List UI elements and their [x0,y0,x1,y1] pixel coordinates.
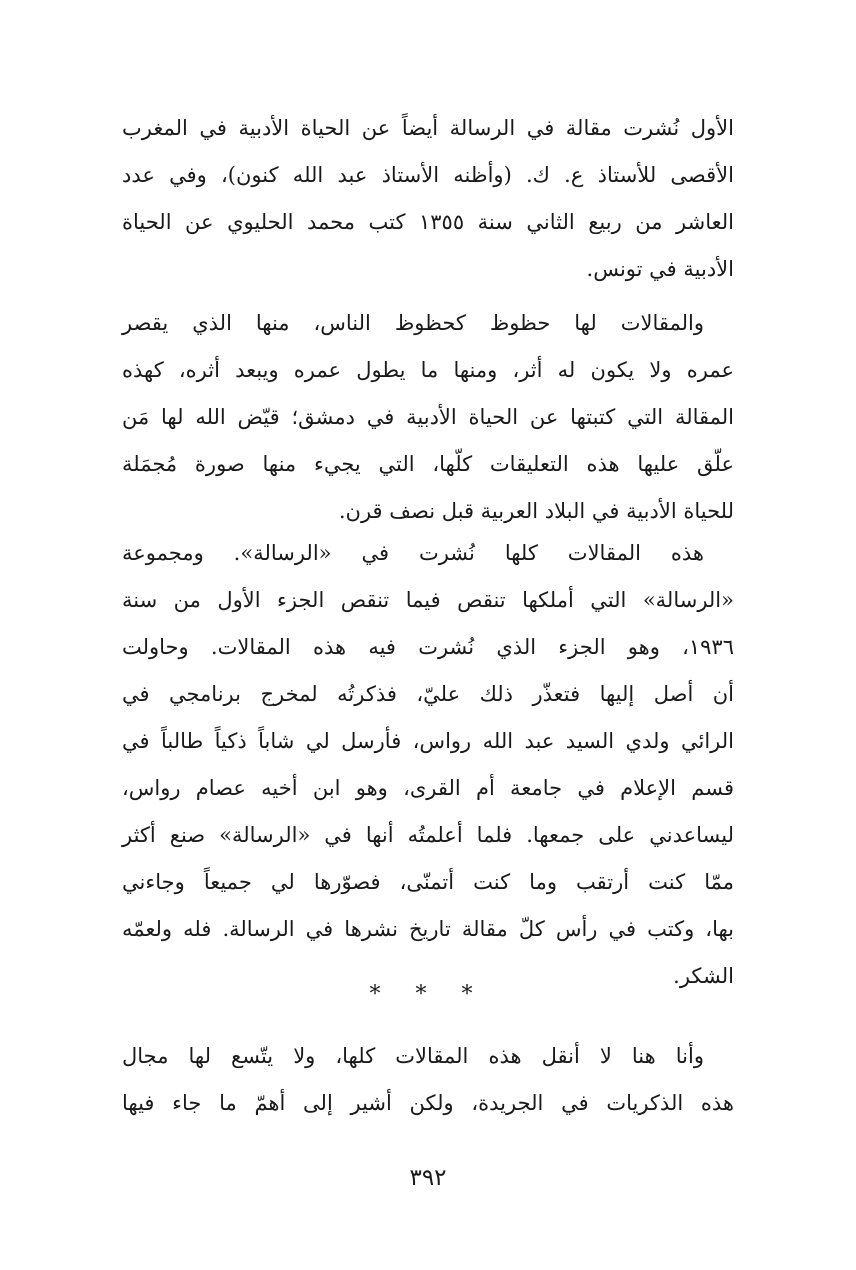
text-line: الشكر. [673,964,734,988]
text-line: وأنا هنا لا أنقل هذه المقالات كلها، ولا يتّسع لها مجال [122,1044,704,1068]
text-line: بها، وكتب في رأس كلّ مقالة تاريخ نشرها في الرسالة. فله ولعمّه [122,917,734,941]
page-number: ٣٩٢ [409,1165,447,1191]
text-line: والمقالات لها حظوظ كحظوظ الناس، منها الذي يقصر [122,311,704,335]
text-line: الأدبية في تونس. [586,257,734,281]
text-line: العاشر من ربيع الثاني سنة ١٣٥٥ كتب محمد الحليوي عن الحياة [122,210,734,234]
text-line: قسم الإعلام في جامعة أم القرى، وهو ابن أخيه عصام رواس، [122,776,734,800]
text-line: الرائي ولدي السيد عبد الله رواس، فأرسل لي شاباً ذكياً طالباً في [122,729,734,753]
text-line: المقالة التي كتبتها عن الحياة الأدبية في دمشق؛ قيّض الله لها مَن [122,405,734,429]
text-line: الأول نُشرت مقالة في الرسالة أيضاً عن الحياة الأدبية في المغرب [122,116,734,140]
paragraph-1 [122,105,734,293]
text-line: ١٩٣٦، وهو الجزء الذي نُشرت فيه هذه المقالات. وحاولت [122,635,734,659]
text-line: ممّا كنت أرتقب وما كنت أتمنّى، فصوّرها لي جميعاً وجاءني [122,870,734,894]
paragraph-4 [122,1033,734,1127]
section-separator: * * * [369,982,487,1007]
paragraph-2 [122,300,734,535]
text-line: عمره ولا يكون له أثر، ومنها ما يطول عمره ويبعد أثره، كهذه [122,358,734,382]
paragraph-3 [122,530,734,1000]
text-line: هذه المقالات كلها نُشرت في «الرسالة». ومجموعة [122,541,704,565]
text-line: هذه الذكريات في الجريدة، ولكن أشير إلى أهمّ ما جاء فيها [122,1091,734,1115]
text-line: للحياة الأدبية في البلاد العربية قبل نصف قرن. [338,499,734,523]
text-line: أن أصل إليها فتعذّر ذلك عليّ، فذكرتُه لمخرج برنامجي في [122,682,734,706]
text-line: علّق عليها هذه التعليقات كلّها، التي يجيء منها صورة مُجمَلة [122,452,734,476]
text-line: ليساعدني على جمعها. فلما أعلمتُه أنها في «الرسالة» صنع أكثر [122,823,734,847]
text-line: «الرسالة» التي أملكها تنقص فيما تنقص الجزء الأول من سنة [122,588,734,612]
text-line: الأقصى للأستاذ ع. ك. (وأظنه الأستاذ عبد الله كنون)، وفي عدد [122,163,734,187]
